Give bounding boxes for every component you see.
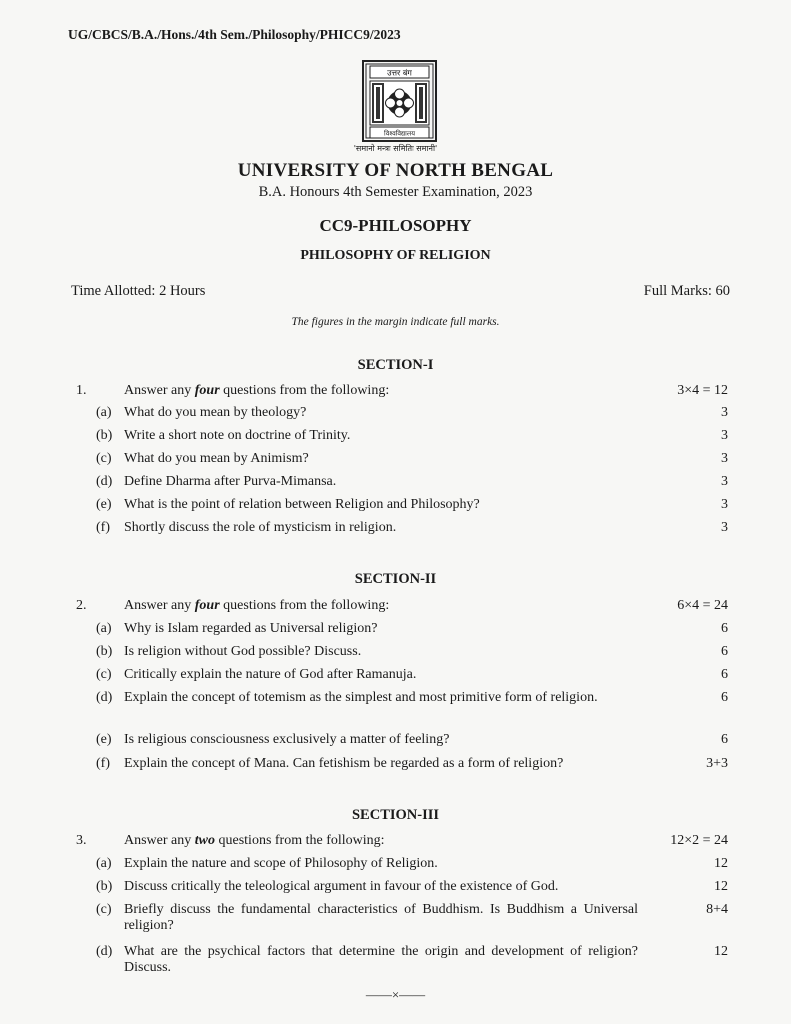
- item-text: Shortly discuss the role of mysticism in religion.: [124, 520, 397, 535]
- question-instruction: Answer any two questions from the following:: [124, 833, 385, 848]
- item-text: What do you mean by Animism?: [124, 451, 309, 466]
- question-instruction: Answer any four questions from the following:: [124, 598, 390, 613]
- item-text: Critically explain the nature of God after Ramanuja.: [124, 667, 417, 682]
- item-label: (e): [96, 497, 112, 512]
- item-marks: 3: [721, 474, 728, 489]
- item-text: Explain the concept of Mana. Can fetishism be regarded as a form of religion?: [124, 756, 564, 771]
- time-allotted: Time Allotted: 2 Hours: [71, 283, 206, 299]
- item-marks: 12: [714, 944, 728, 959]
- question-number: 2.: [76, 598, 87, 613]
- item-marks: 3: [721, 520, 728, 535]
- university-motto: 'समानो मन्त्रः समितिः समानी': [353, 144, 438, 153]
- question-number: 3.: [76, 833, 87, 848]
- item-text: What is the point of relation between Religion and Philosophy?: [124, 497, 480, 512]
- section-title: SECTION-II: [354, 571, 437, 587]
- question-marks: 12×2 = 24: [670, 833, 728, 848]
- item-marks: 12: [714, 856, 728, 871]
- item-text: Explain the concept of totemism as the simplest and most primitive form of religion.: [124, 690, 598, 705]
- item-text: Discuss critically the teleological argument in favour of the existence of God.: [124, 879, 559, 894]
- item-marks: 6: [721, 690, 728, 705]
- item-marks: 6: [721, 667, 728, 682]
- item-label: (e): [96, 732, 112, 747]
- item-text: Define Dharma after Purva-Mimansa.: [124, 474, 337, 489]
- item-marks: 6: [721, 644, 728, 659]
- item-label: (c): [96, 667, 112, 682]
- item-text: What are the psychical factors that determine the origin and development of religion? Discuss.: [124, 944, 638, 975]
- item-marks: 3+3: [706, 756, 728, 771]
- question-instruction: Answer any four questions from the following:: [124, 383, 390, 398]
- question-number: 1.: [76, 383, 87, 398]
- item-marks: 3: [721, 451, 728, 466]
- item-marks: 3: [721, 405, 728, 420]
- item-marks: 3: [721, 428, 728, 443]
- item-marks: 6: [721, 732, 728, 747]
- item-text: Is religious consciousness exclusively a matter of feeling?: [124, 732, 450, 747]
- question-marks: 3×4 = 12: [677, 383, 728, 398]
- item-text: Why is Islam regarded as Universal religion?: [124, 621, 378, 636]
- paper-code: UG/CBCS/B.A./Hons./4th Sem./Philosophy/PHICC9/2023: [68, 27, 401, 42]
- item-label: (d): [96, 690, 113, 705]
- item-text: Is religion without God possible? Discuss.: [124, 644, 362, 659]
- university-name: UNIVERSITY OF NORTH BENGAL: [237, 160, 554, 181]
- end-mark: ——×——: [365, 987, 426, 1002]
- item-label: (a): [96, 856, 112, 871]
- item-marks: 8+4: [706, 902, 728, 917]
- item-text: What do you mean by theology?: [124, 405, 307, 420]
- item-label: (d): [96, 944, 113, 959]
- item-marks: 12: [714, 879, 728, 894]
- item-label: (a): [96, 405, 112, 420]
- full-marks: Full Marks: 60: [643, 283, 730, 299]
- section-title: SECTION-III: [351, 807, 440, 823]
- paper-title: CC9-PHILOSOPHY: [319, 216, 472, 235]
- university-logo-icon: [362, 60, 437, 142]
- item-label: (c): [96, 451, 112, 466]
- section-title: SECTION-I: [357, 357, 434, 373]
- item-label: (b): [96, 644, 113, 659]
- item-label: (f): [96, 756, 110, 771]
- instruction-note: The figures in the margin indicate full marks.: [291, 316, 500, 328]
- item-text: Write a short note on doctrine of Trinity.: [124, 428, 351, 443]
- item-label: (f): [96, 520, 110, 535]
- item-text: Briefly discuss the fundamental characteristics of Buddhism. Is Buddhism a Universal religion?: [124, 902, 638, 933]
- exam-title: B.A. Honours 4th Semester Examination, 2023: [258, 184, 533, 200]
- item-label: (c): [96, 902, 112, 917]
- item-marks: 6: [721, 621, 728, 636]
- item-label: (b): [96, 428, 113, 443]
- svg-text:उत्तर बंग: उत्तर बंग: [387, 68, 412, 78]
- item-label: (a): [96, 621, 112, 636]
- svg-text:विश्वविद्यालय: विश्वविद्यालय: [384, 129, 415, 138]
- item-text: Explain the nature and scope of Philosophy of Religion.: [124, 856, 438, 871]
- question-marks: 6×4 = 24: [677, 598, 728, 613]
- item-marks: 3: [721, 497, 728, 512]
- item-label: (d): [96, 474, 113, 489]
- item-label: (b): [96, 879, 113, 894]
- subject-title: PHILOSOPHY OF RELIGION: [300, 248, 491, 263]
